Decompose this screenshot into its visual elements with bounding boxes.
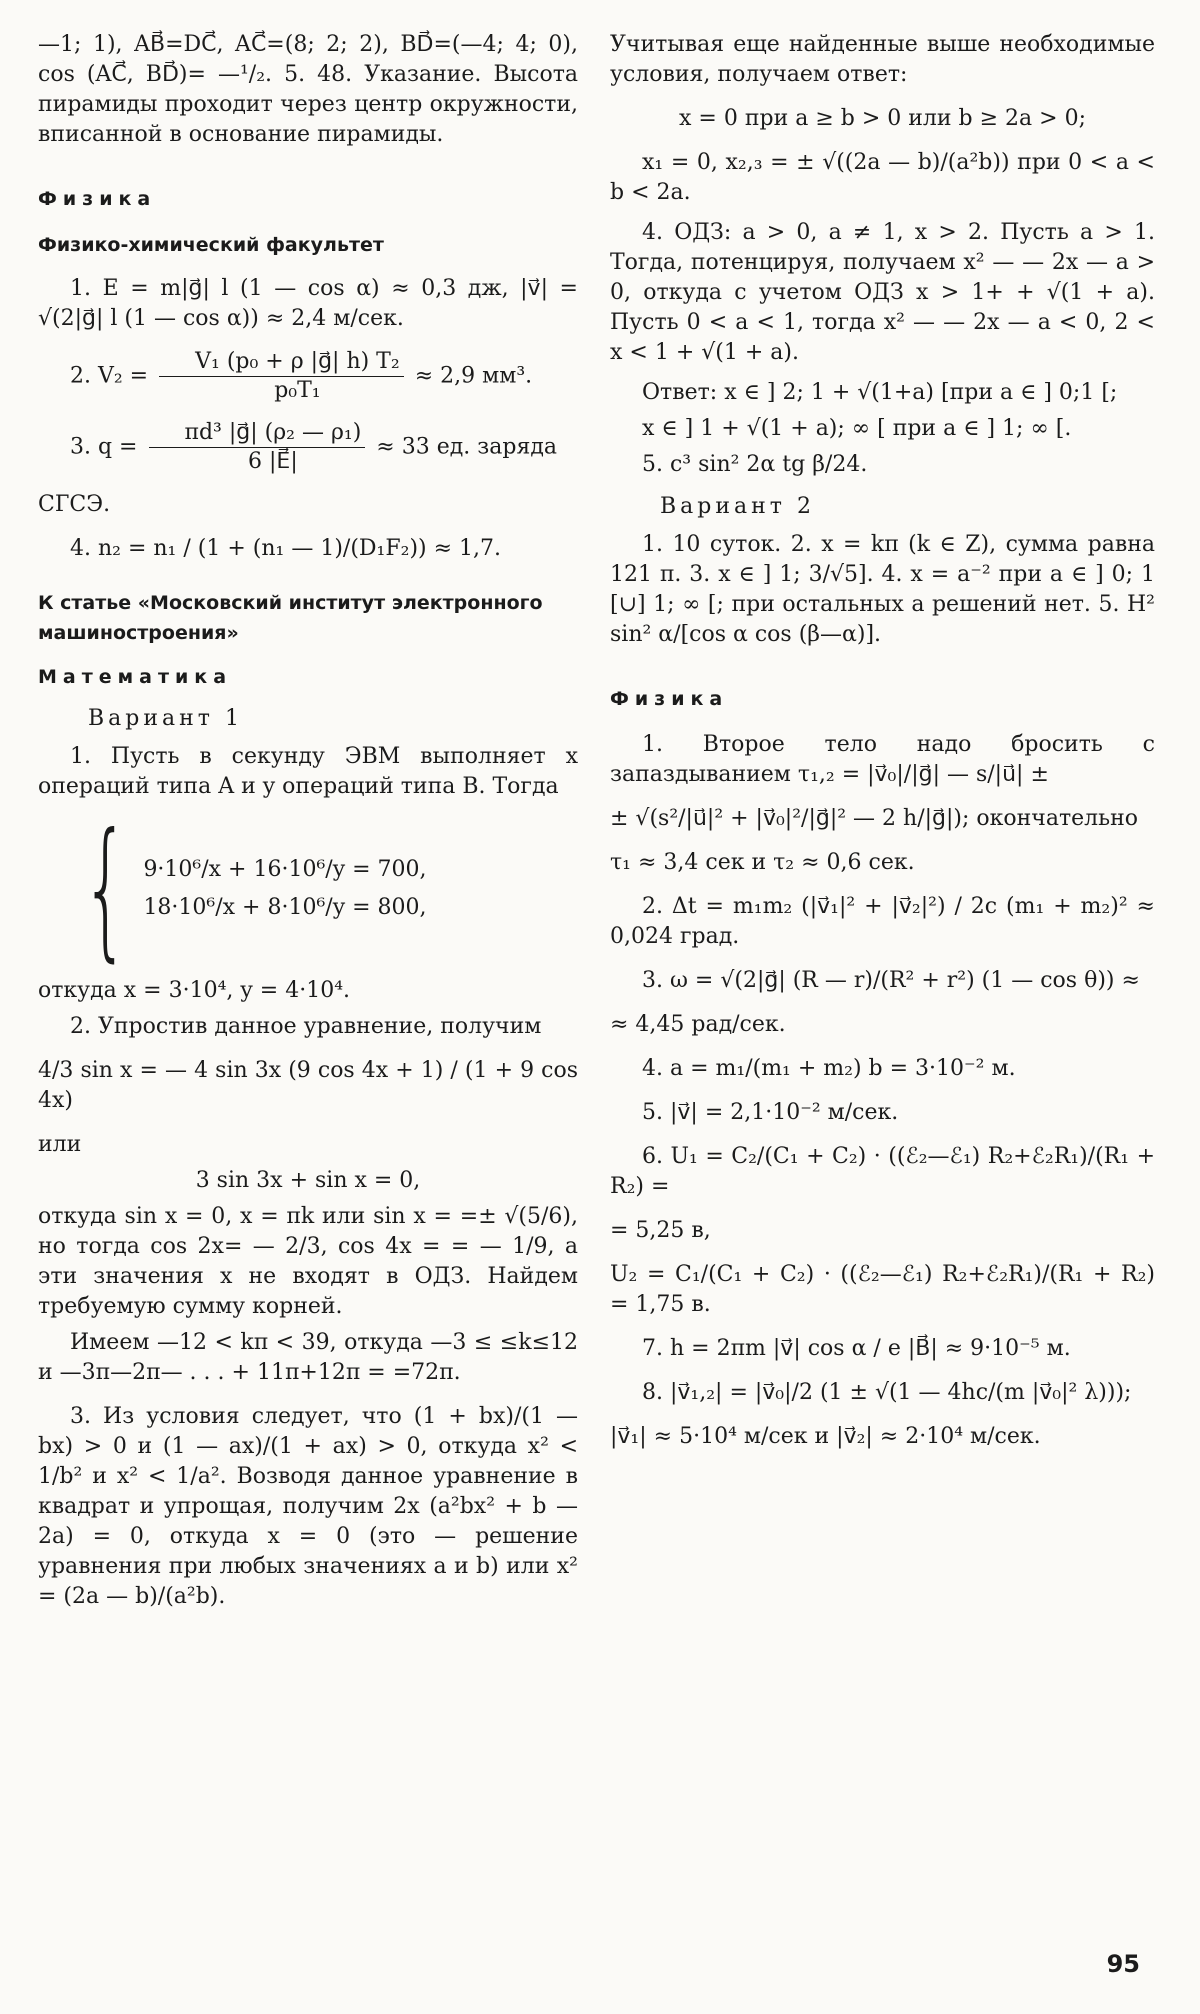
math-answer-5: 5. c³ sin² 2α tg β/24.: [642, 452, 868, 477]
formula-rhs: ≈ 2,9 мм³.: [414, 363, 533, 389]
physics-2-answer-1-result: τ₁ ≈ 3,4 сек и τ₂ ≈ 0,6 сек.: [610, 850, 915, 875]
section-heading-physics-2: Физика: [610, 688, 729, 710]
answer-intro: Учитывая еще найденные выше необходимые условия, получаем ответ:: [610, 32, 1155, 87]
math-answer-3: 3. Из условия следует, что (1 + bx)/(1 — bx) > 0 и (1 — ax)/(1 + ax) > 0, откуда x² < 1/b² и x² < 1/a². Возводя данное уравнение в квадрат и упрощая, получим 2x (a²bx² + b — 2a) = 0, откуда x = 0 (это — решение уравнения при любых значениях a и b) или x² = (2a — b)/(a²b).: [38, 1404, 578, 1609]
section-heading-math: Математика: [38, 666, 233, 688]
left-column: [38, 30, 578, 1618]
physics-2-answer-3-result: ≈ 4,45 рад/сек.: [610, 1012, 786, 1037]
answer-line-2: x₁ = 0, x₂,₃ = ± √((2a — b)/(a²b)) при 0 < a < b < 2a.: [610, 150, 1155, 205]
math-answer-1-result: откуда x = 3·10⁴, y = 4·10⁴.: [38, 978, 351, 1003]
denominator: 6 |E⃗|: [248, 449, 298, 474]
math-answer-4: 4. ОДЗ: a > 0, a ≠ 1, x > 2. Пусть a > 1. Тогда, потенцируя, получаем x² — — 2x — a > 0, откуда с учетом ОДЗ x > 1+ + √(1 + a). Пусть 0 < a < 1, тогда x² — — 2x — a < 0, 2 < x < 1 + √(1 + a).: [610, 220, 1155, 365]
numerator: V₁ (p₀ + ρ |g⃗| h) T₂: [159, 348, 404, 377]
denominator: p₀T₁: [274, 378, 321, 403]
physics-2-answer-2: 2. Δt = m₁m₂ (|v⃗₁|² + |v⃗₂|²) / 2c (m₁ + m₂)² ≈ 0,024 град.: [610, 894, 1155, 949]
variant-1-heading: Вариант 1: [88, 706, 243, 731]
math-answer-2-sum: Имеем —12 < kπ < 39, откуда —3 ≤ ≤k≤12 и —3π—2π— . . . + 11π+12π = =72π.: [38, 1330, 578, 1385]
physics-2-answer-6b: U₂ = C₁/(C₁ + C₂) · ((ℰ₂—ℰ₁) R₂+ℰ₂R₁)/(R₁ + R₂) = 1,75 в.: [610, 1262, 1155, 1317]
answer-continuation: —1; 1), AB⃗=DC⃗, AC⃗=(8; 2; 2), BD⃗=(—4; 4; 0), cos (AC⃗, BD⃗)= —¹/₂. 5. 48. Указание. Высота пирамиды проходит через центр окружности, вписанной в основание пирамиды.: [38, 32, 578, 147]
physics-2-answer-6: 6. U₁ = C₂/(C₁ + C₂) · ((ℰ₂—ℰ₁) R₂+ℰ₂R₁)/(R₁ + R₂) =: [610, 1144, 1155, 1199]
physics-2-answer-3: 3. ω = √(2|g⃗| (R — r)/(R² + r²) (1 — cos θ)) ≈: [642, 968, 1140, 993]
math-answer-2: 2. Упростив данное уравнение, получим: [70, 1014, 542, 1039]
physics-answer-2: [38, 348, 578, 405]
physics-answer-1: 1. E = m|g⃗| l (1 — cos α) ≈ 0,3 дж, |v⃗| = √(2|g⃗| l (1 — cos α)) ≈ 2,4 м/сек.: [38, 276, 578, 331]
variant-2-heading: Вариант 2: [660, 494, 815, 519]
math-answer-4-result: Ответ: x ∈ ] 2; 1 + √(1+a) [при a ∈ ] 0;1 [;: [642, 380, 1118, 405]
math-equation-2: 3 sin 3x + sin x = 0,: [195, 1168, 421, 1193]
formula-lhs: 2. V₂ =: [70, 363, 149, 389]
numerator: πd³ |g⃗| (ρ₂ — ρ₁): [149, 419, 366, 448]
math-equation: 4/3 sin x = — 4 sin 3x (9 cos 4x + 1) / (1 + 9 cos 4x): [38, 1058, 578, 1113]
brace-icon: {: [81, 802, 130, 976]
right-column: [610, 30, 1155, 1458]
formula-lhs: 3. q =: [70, 434, 138, 460]
system-row-2: 18·10⁶/x + 8·10⁶/y = 800,: [143, 895, 427, 920]
answer-line-1: x = 0 при a ≥ b > 0 или b ≥ 2a > 0;: [679, 106, 1086, 131]
physics-answer-3: [38, 419, 578, 476]
physics-2-answer-7: 7. h = 2πm |v⃗| cos α / e |B⃗| ≈ 9·10⁻⁵ м.: [642, 1336, 1071, 1361]
math-answer-2-cont: откуда sin x = 0, x = πk или sin x = =± √(5/6), но тогда cos 2x= — 2/3, cos 4x = = — 1/9, а эти значения x не входят в ОДЗ. Найдем требуемую сумму корней.: [38, 1204, 578, 1319]
physics-2-answer-8: 8. |v⃗₁,₂| = |v⃗₀|/2 (1 ± √(1 — 4hc/(m |v⃗₀|² λ)));: [642, 1380, 1132, 1405]
physics-2-answer-6-result: = 5,25 в,: [610, 1218, 711, 1243]
fraction: [159, 348, 404, 405]
fraction: [149, 419, 366, 476]
math-answer-1: 1. Пусть в секунду ЭВМ выполняет x операций типа A и y операций типа B. Тогда: [38, 744, 578, 799]
faculty-heading: Физико-химический факультет: [38, 234, 384, 256]
math-answer-4-result-2: x ∈ ] 1 + √(1 + a); ∞ [ при a ∈ ] 1; ∞ [.: [642, 416, 1072, 441]
physics-2-answer-8-result: |v⃗₁| ≈ 5·10⁴ м/сек и |v⃗₂| ≈ 2·10⁴ м/сек.: [610, 1424, 1041, 1449]
formula-rhs: ≈ 33 ед. заряда: [376, 434, 558, 460]
page-number: 95: [1106, 1950, 1140, 1978]
math-or: или: [38, 1132, 82, 1157]
physics-2-answer-1-cont: ± √(s²/|u⃗|² + |v⃗₀|²/|g⃗|² — 2 h/|g⃗|); окончательно: [610, 806, 1139, 831]
article-heading: К статье «Московский институт электронного машиностроения»: [38, 592, 543, 644]
physics-answer-3-tail: СГСЭ.: [38, 492, 111, 517]
section-heading-physics: Физика: [38, 188, 157, 210]
physics-2-answer-1: 1. Второе тело надо бросить с запаздыванием τ₁,₂ = |v⃗₀|/|g⃗| — s/|u⃗| ±: [610, 732, 1155, 787]
physics-2-answer-5: 5. |v⃗| = 2,1·10⁻² м/сек.: [642, 1100, 899, 1125]
variant-2-answers: 1. 10 суток. 2. x = kπ (k ∈ Z), сумма равна 121 π. 3. x ∈ ] 1; 3/√5]. 4. x = a⁻² при a ∈ ] 0; 1 [∪] 1; ∞ [; при остальных a решений нет. 5. H² sin² α/[cos α cos (β—α)].: [610, 532, 1155, 647]
system-row-1: 9·10⁶/x + 16·10⁶/y = 700,: [143, 857, 427, 882]
physics-answer-4: 4. n₂ = n₁ / (1 + (n₁ — 1)/(D₁F₂)) ≈ 1,7.: [70, 536, 502, 561]
equation-system: [58, 802, 578, 976]
physics-2-answer-4: 4. a = m₁/(m₁ + m₂) b = 3·10⁻² м.: [642, 1056, 1016, 1081]
